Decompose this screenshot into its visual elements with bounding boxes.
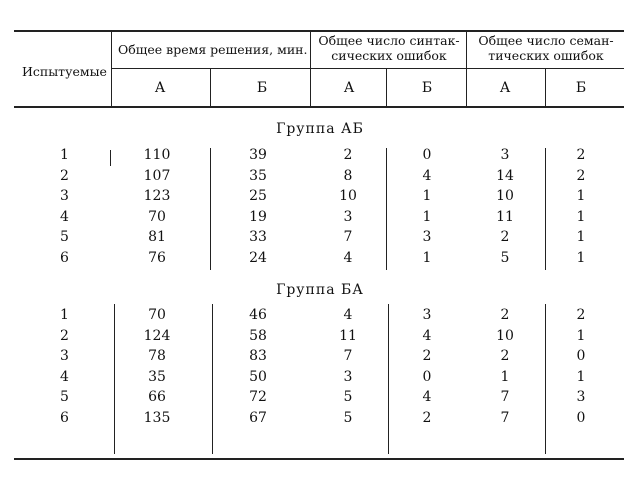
table-cell: 3 xyxy=(500,147,510,163)
table-cell: 2 xyxy=(500,307,510,323)
table-cell: 0 xyxy=(422,147,432,163)
table-cell: 2 xyxy=(422,348,432,364)
subject-id: 2 xyxy=(60,327,69,344)
subject-id: 1 xyxy=(60,147,69,163)
table-cell: 58 xyxy=(249,327,267,344)
table-cell: 7 xyxy=(343,229,353,245)
subject-id: 5 xyxy=(60,389,69,405)
table-cell: 1 xyxy=(576,208,586,225)
table-cell: 3 xyxy=(343,208,353,225)
table-cell: 11 xyxy=(339,327,357,344)
header-sub-vline-1 xyxy=(210,68,211,106)
table-cell: 5 xyxy=(343,389,353,405)
table-cell: 11 xyxy=(496,208,514,225)
table-cell: 10 xyxy=(339,188,357,204)
col-header-syntax-line2: сических ошибок xyxy=(331,48,447,63)
body-vline-2 xyxy=(210,148,211,270)
table-cell: 67 xyxy=(249,409,267,426)
header-vline-3 xyxy=(466,31,467,106)
table-cell: 14 xyxy=(496,167,514,184)
table-cell: 1 xyxy=(576,368,586,385)
table-cell: 4 xyxy=(422,327,432,344)
table-cell: 78 xyxy=(148,348,166,364)
table-cell: 1 xyxy=(576,327,586,344)
table-cell: 0 xyxy=(422,368,432,385)
table-bottom-rule xyxy=(14,458,624,460)
table-cell: 3 xyxy=(576,389,586,405)
subject-id: 3 xyxy=(60,348,69,364)
subject-id: 6 xyxy=(60,409,69,426)
table-cell: 50 xyxy=(249,368,267,385)
body-vline-3 xyxy=(386,148,387,270)
header-vline-2 xyxy=(310,31,311,106)
table-cell: 123 xyxy=(143,188,171,204)
header-sub-vline-3 xyxy=(545,68,546,106)
header-mid-rule xyxy=(112,68,624,69)
table-cell: 7 xyxy=(500,409,510,426)
col-header-semantic-line2: тических ошибок xyxy=(488,48,604,63)
table-cell: 25 xyxy=(249,188,267,204)
table-cell: 2 xyxy=(576,307,586,323)
subject-id: 1 xyxy=(60,307,69,323)
table-cell: 1 xyxy=(422,249,432,266)
table-cell: 24 xyxy=(249,249,267,266)
table-cell: 2 xyxy=(500,229,510,245)
table-cell: 2 xyxy=(343,147,353,163)
table-cell: 1 xyxy=(422,208,432,225)
table-cell: 70 xyxy=(148,208,166,225)
body-vline-6 xyxy=(212,304,213,454)
table-cell: 135 xyxy=(143,409,171,426)
sub-header-semantic-b: Б xyxy=(575,80,587,96)
col-header-subjects: Испытуемые xyxy=(22,64,107,79)
table-cell: 66 xyxy=(148,389,166,405)
table-cell: 8 xyxy=(343,167,353,184)
table-cell: 10 xyxy=(496,188,514,204)
subject-id: 5 xyxy=(60,229,69,245)
table-cell: 4 xyxy=(422,389,432,405)
table-cell: 76 xyxy=(148,249,166,266)
table-cell: 1 xyxy=(576,188,586,204)
table-cell: 1 xyxy=(500,368,510,385)
col-header-time: Общее время решения, мин. xyxy=(118,42,308,57)
subject-id: 4 xyxy=(60,208,69,225)
table-cell: 4 xyxy=(422,167,432,184)
table-cell: 35 xyxy=(148,368,166,385)
table-cell: 2 xyxy=(576,147,586,163)
table-top-rule xyxy=(14,30,624,32)
table-cell: 1 xyxy=(422,188,432,204)
table-cell: 83 xyxy=(249,348,267,364)
table-cell: 7 xyxy=(500,389,510,405)
table-cell: 33 xyxy=(249,229,267,245)
sub-header-syntax-a: А xyxy=(343,80,355,96)
col-header-semantic-line1: Общее число семан- xyxy=(478,33,614,48)
header-vline-1 xyxy=(111,31,112,106)
table-cell: 1 xyxy=(576,229,586,245)
table-cell: 46 xyxy=(249,307,267,323)
table-cell: 70 xyxy=(148,307,166,323)
col-header-syntax-line1: Общее число синтак- xyxy=(318,33,460,48)
subject-id: 6 xyxy=(60,249,69,266)
group-title: Группа АБ xyxy=(276,121,364,137)
header-sub-vline-2 xyxy=(386,68,387,106)
sub-header-syntax-b: Б xyxy=(421,80,433,96)
subject-id: 4 xyxy=(60,368,69,385)
table-cell: 107 xyxy=(143,167,171,184)
table-cell: 110 xyxy=(143,147,171,163)
header-bottom-rule xyxy=(14,106,624,108)
body-vline-8 xyxy=(545,304,546,454)
table-cell: 4 xyxy=(343,307,353,323)
body-vline-1 xyxy=(110,150,111,166)
body-vline-5 xyxy=(114,304,115,454)
subject-id: 2 xyxy=(60,167,69,184)
table-cell: 5 xyxy=(500,249,510,266)
table-cell: 0 xyxy=(576,348,586,364)
table-cell: 2 xyxy=(500,348,510,364)
table-cell: 1 xyxy=(576,249,586,266)
sub-header-time-b: Б xyxy=(256,80,268,96)
sub-header-semantic-a: А xyxy=(499,80,511,96)
table-cell: 3 xyxy=(343,368,353,385)
table-cell: 39 xyxy=(249,147,267,163)
table-cell: 72 xyxy=(249,389,267,405)
table-cell: 5 xyxy=(343,409,353,426)
table-cell: 3 xyxy=(422,229,432,245)
table-cell: 4 xyxy=(343,249,353,266)
table-cell: 81 xyxy=(148,229,166,245)
group-title: Группа БА xyxy=(276,282,364,298)
table-cell: 35 xyxy=(249,167,267,184)
table-cell: 0 xyxy=(576,409,586,426)
table-cell: 19 xyxy=(249,208,267,225)
table-cell: 3 xyxy=(422,307,432,323)
subject-id: 3 xyxy=(60,188,69,204)
body-vline-7 xyxy=(388,304,389,454)
table-cell: 124 xyxy=(143,327,171,344)
table-cell: 2 xyxy=(422,409,432,426)
sub-header-time-a: А xyxy=(154,80,166,96)
table-cell: 10 xyxy=(496,327,514,344)
table-cell: 2 xyxy=(576,167,586,184)
body-vline-4 xyxy=(545,148,546,270)
table-cell: 7 xyxy=(343,348,353,364)
